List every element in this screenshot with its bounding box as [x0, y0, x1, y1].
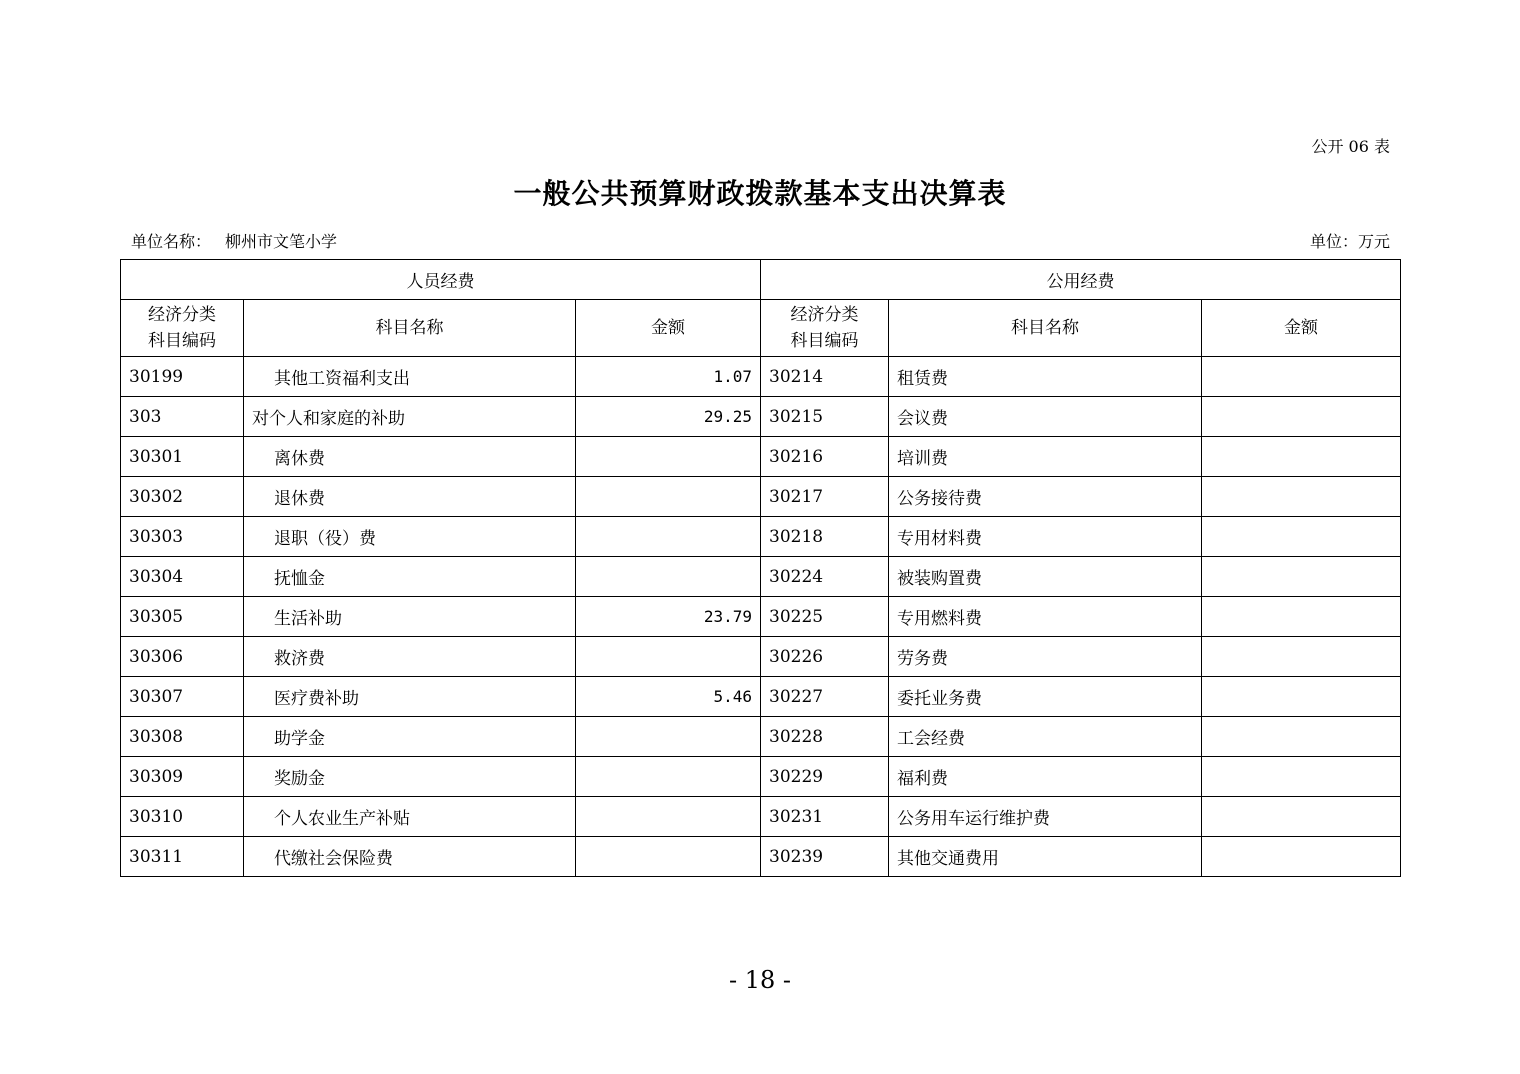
table-row	[121, 757, 1401, 797]
table-row	[121, 837, 1401, 877]
public-amount-cell	[1202, 797, 1401, 837]
public-amount-cell	[1202, 397, 1401, 437]
table-row	[121, 357, 1401, 397]
personnel-code-cell: 30310	[121, 797, 244, 837]
public-name-cell: 其他交通费用	[889, 837, 1202, 877]
personnel-amount-cell: 23.79	[576, 597, 761, 637]
personnel-code-cell: 30303	[121, 517, 244, 557]
public-code-cell: 30228	[761, 717, 889, 757]
personnel-name-cell: 抚恤金	[244, 557, 576, 597]
public-code-cell: 30225	[761, 597, 889, 637]
personnel-amount-cell	[576, 757, 761, 797]
public-amount-cell	[1202, 757, 1401, 797]
public-name-cell: 培训费	[889, 437, 1202, 477]
page-title: 一般公共预算财政拨款基本支出决算表	[513, 177, 1007, 210]
personnel-name-header: 科目名称	[244, 300, 576, 357]
personnel-name-cell: 个人农业生产补贴	[244, 797, 576, 837]
personnel-name-cell: 对个人和家庭的补助	[244, 397, 576, 437]
public-amount-cell	[1202, 837, 1401, 877]
public-amount-cell	[1202, 557, 1401, 597]
public-code-cell: 30226	[761, 637, 889, 677]
public-amount-cell	[1202, 437, 1401, 477]
unit-name-label: 单位名称：	[131, 232, 212, 251]
public-code-cell: 30231	[761, 797, 889, 837]
personnel-code-cell: 30305	[121, 597, 244, 637]
personnel-code-cell: 30302	[121, 477, 244, 517]
public-name-header: 科目名称	[889, 300, 1202, 357]
personnel-amount-cell	[576, 717, 761, 757]
personnel-name-cell: 奖励金	[244, 757, 576, 797]
personnel-name-cell: 助学金	[244, 717, 576, 757]
unit-name-line	[131, 229, 337, 252]
personnel-amount-cell: 5.46	[576, 677, 761, 717]
budget-table	[120, 259, 1401, 877]
public-code-cell: 30214	[761, 357, 889, 397]
personnel-code-cell: 30309	[121, 757, 244, 797]
column-header-row	[121, 300, 1401, 357]
code-header-line1: 经济分类	[790, 305, 859, 325]
personnel-amount-cell: 29.25	[576, 397, 761, 437]
table-row	[121, 637, 1401, 677]
public-code-cell: 30218	[761, 517, 889, 557]
personnel-group-header: 人员经费	[121, 260, 761, 300]
personnel-code-cell: 30308	[121, 717, 244, 757]
public-code-cell: 30215	[761, 397, 889, 437]
table-row	[121, 717, 1401, 757]
personnel-amount-cell: 1.07	[576, 357, 761, 397]
personnel-code-cell: 30307	[121, 677, 244, 717]
public-name-cell: 公务用车运行维护费	[889, 797, 1202, 837]
public-code-cell: 30229	[761, 757, 889, 797]
table-row	[121, 597, 1401, 637]
public-code-cell: 30227	[761, 677, 889, 717]
public-amount-cell	[1202, 717, 1401, 757]
personnel-code-cell: 30311	[121, 837, 244, 877]
personnel-code-cell: 30306	[121, 637, 244, 677]
group-header-row	[121, 260, 1401, 300]
personnel-code-cell: 30199	[121, 357, 244, 397]
public-group-header: 公用经费	[761, 260, 1401, 300]
personnel-name-cell: 退休费	[244, 477, 576, 517]
table-row	[121, 397, 1401, 437]
public-name-cell: 福利费	[889, 757, 1202, 797]
table-row	[121, 477, 1401, 517]
personnel-code-header	[121, 300, 244, 357]
code-header-line1: 经济分类	[148, 305, 216, 325]
personnel-amount-cell	[576, 517, 761, 557]
table-row	[121, 557, 1401, 597]
personnel-amount-header: 金额	[576, 300, 761, 357]
personnel-name-cell: 离休费	[244, 437, 576, 477]
personnel-code-cell: 303	[121, 397, 244, 437]
public-code-cell: 30224	[761, 557, 889, 597]
public-name-cell: 会议费	[889, 397, 1202, 437]
personnel-amount-cell	[576, 557, 761, 597]
public-name-cell: 专用材料费	[889, 517, 1202, 557]
personnel-name-cell: 救济费	[244, 637, 576, 677]
table-row	[121, 797, 1401, 837]
public-code-cell: 30216	[761, 437, 889, 477]
public-name-cell: 工会经费	[889, 717, 1202, 757]
public-amount-header: 金额	[1202, 300, 1401, 357]
personnel-amount-cell	[576, 437, 761, 477]
personnel-name-cell: 生活补助	[244, 597, 576, 637]
public-amount-cell	[1202, 477, 1401, 517]
personnel-name-cell: 其他工资福利支出	[244, 357, 576, 397]
personnel-name-cell: 退职（役）费	[244, 517, 576, 557]
table-row	[121, 677, 1401, 717]
public-name-cell: 租赁费	[889, 357, 1202, 397]
form-code: 公开 06 表	[1311, 137, 1390, 156]
table-row	[121, 517, 1401, 557]
unit-name-value: 柳州市文笔小学	[225, 232, 338, 251]
public-code-cell: 30239	[761, 837, 889, 877]
public-name-cell: 委托业务费	[889, 677, 1202, 717]
code-header-line2: 科目编码	[790, 331, 859, 351]
personnel-name-cell: 代缴社会保险费	[244, 837, 576, 877]
table-row	[121, 437, 1401, 477]
public-name-cell: 公务接待费	[889, 477, 1202, 517]
personnel-amount-cell	[576, 837, 761, 877]
personnel-name-cell: 医疗费补助	[244, 677, 576, 717]
code-header-line2: 科目编码	[148, 331, 216, 351]
currency-unit: 单位：万元	[1309, 232, 1390, 251]
public-name-cell: 被装购置费	[889, 557, 1202, 597]
public-amount-cell	[1202, 637, 1401, 677]
public-amount-cell	[1202, 517, 1401, 557]
public-amount-cell	[1202, 677, 1401, 717]
personnel-amount-cell	[576, 797, 761, 837]
public-name-cell: 专用燃料费	[889, 597, 1202, 637]
personnel-code-cell: 30301	[121, 437, 244, 477]
public-amount-cell	[1202, 357, 1401, 397]
personnel-code-cell: 30304	[121, 557, 244, 597]
personnel-amount-cell	[576, 637, 761, 677]
public-name-cell: 劳务费	[889, 637, 1202, 677]
public-code-cell: 30217	[761, 477, 889, 517]
public-code-header	[761, 300, 889, 357]
personnel-amount-cell	[576, 477, 761, 517]
page-number: - 18 -	[728, 966, 791, 994]
public-amount-cell	[1202, 597, 1401, 637]
